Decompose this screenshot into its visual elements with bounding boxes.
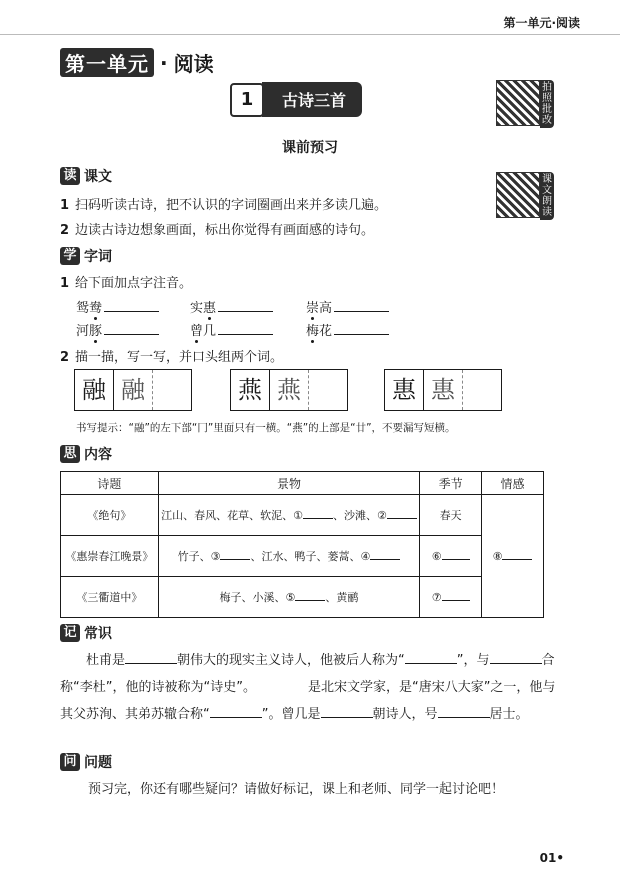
- question-prompt: 预习完，你还有哪些疑问？请做好标记，课上和老师、同学一起讨论吧！: [88, 782, 505, 797]
- section-badge: 读: [60, 167, 80, 185]
- qr-code-icon: [496, 172, 540, 218]
- answer-blank[interactable]: [218, 322, 273, 335]
- learn-q2: 2 描一描，写一写，并口头组两个词。: [60, 350, 284, 365]
- scenery-cell: 竹子、③ 、江水、鸭子、蒌蒿、④: [158, 536, 419, 577]
- answer-blank[interactable]: [334, 299, 389, 312]
- section-title: 内容: [84, 447, 112, 463]
- section-think-heading: [60, 444, 112, 464]
- writing-grid-rong[interactable]: [74, 369, 192, 411]
- unit-name: 阅读: [173, 52, 214, 76]
- answer-blank[interactable]: [303, 508, 333, 519]
- lesson-subtitle: 课前预习: [282, 140, 338, 156]
- answer-blank[interactable]: [210, 703, 262, 718]
- poem-title: 《惠崇春江晚景》: [61, 536, 159, 577]
- answer-blank[interactable]: [502, 549, 532, 560]
- scenery-cell: 梅子、小溪、⑤ 、黄鹂: [158, 577, 419, 618]
- trace-cell: 惠: [385, 370, 424, 410]
- lesson-number: 1: [230, 83, 264, 117]
- table-header: 季节: [420, 472, 482, 495]
- trace-cell: 融: [114, 370, 153, 410]
- table-row: [61, 577, 544, 618]
- answer-blank[interactable]: [256, 677, 308, 691]
- pinyin-word: 曾几: [190, 320, 273, 339]
- section-title: 字词: [84, 249, 112, 265]
- qr-code-icon: [496, 80, 540, 126]
- table-header-row: [61, 472, 544, 495]
- running-header: 第一单元·阅读: [503, 16, 580, 30]
- section-read-heading: [60, 166, 112, 186]
- season-cell: ⑦: [420, 577, 482, 618]
- writing-grid-yan[interactable]: [230, 369, 348, 411]
- section-title: 课文: [84, 169, 112, 185]
- qr-text-reading[interactable]: [496, 172, 554, 220]
- answer-blank[interactable]: [405, 649, 457, 664]
- read-item-2: 2 边读古诗边想象画面，标出你觉得有画面感的诗句。: [60, 223, 375, 238]
- answer-blank[interactable]: [490, 649, 542, 664]
- answer-blank[interactable]: [220, 549, 250, 560]
- emotion-cell: ⑧: [482, 495, 544, 618]
- section-title: 常识: [84, 626, 112, 642]
- header-rule: [0, 34, 620, 35]
- table-header: 情感: [482, 472, 544, 495]
- answer-blank[interactable]: [104, 299, 159, 312]
- lesson-title: 古诗三首: [262, 82, 362, 117]
- section-remember-heading: [60, 623, 112, 643]
- writing-grid-hui[interactable]: [384, 369, 502, 411]
- pinyin-word: 崇高: [306, 297, 389, 316]
- pinyin-word: 实惠: [190, 297, 273, 316]
- pinyin-word: 鸳鸯: [76, 297, 159, 316]
- unit-badge: 第一单元: [60, 48, 154, 77]
- table-header: 诗题: [61, 472, 159, 495]
- season-cell: 春天: [420, 495, 482, 536]
- table-row: [61, 495, 544, 536]
- qr-label: 课文朗读: [542, 174, 552, 218]
- answer-blank[interactable]: [442, 590, 470, 601]
- poem-title: 《绝句》: [61, 495, 159, 536]
- section-badge: 学: [60, 247, 80, 265]
- pinyin-word: 河豚: [76, 320, 159, 339]
- common-knowledge-paragraph: 杜甫是 朝伟大的现实主义诗人，他被后人称为“ ”，与 合称“李杜”，他的诗被称为“诗史”。 是北宋文学家，是“唐宋八大家”之一，他与其父苏洵、其弟苏辙合称“ ”。曾几是 朝诗人，号 居士。: [60, 647, 560, 728]
- answer-blank[interactable]: [438, 703, 490, 718]
- answer-blank[interactable]: [104, 322, 159, 335]
- pinyin-word: 梅花: [306, 320, 389, 339]
- section-badge: 思: [60, 445, 80, 463]
- write-cell[interactable]: [309, 370, 347, 410]
- content-table: [60, 471, 544, 618]
- lesson-banner: [230, 82, 362, 117]
- writing-hint: 书写提示：“融”的左下部“冂”里面只有一横。“燕”的上部是“廿”，不要漏写短横。: [76, 422, 456, 434]
- trace-cell: 燕: [270, 370, 309, 410]
- section-badge: 问: [60, 753, 80, 771]
- trace-cell: 燕: [231, 370, 270, 410]
- write-cell[interactable]: [463, 370, 501, 410]
- qr-photo-grading[interactable]: [496, 80, 554, 128]
- read-item-1: 1 扫码听读古诗，把不认识的字词圈画出来并多读几遍。: [60, 198, 388, 213]
- unit-title: [60, 48, 214, 77]
- pinyin-words: [0, 297, 620, 347]
- section-badge: 记: [60, 624, 80, 642]
- answer-blank[interactable]: [370, 549, 400, 560]
- table-header: 景物: [158, 472, 419, 495]
- trace-cell: 融: [75, 370, 114, 410]
- unit-dot: ·: [160, 50, 168, 75]
- answer-blank[interactable]: [218, 299, 273, 312]
- answer-blank[interactable]: [295, 590, 325, 601]
- qr-label: 拍照批改: [542, 82, 552, 126]
- answer-blank[interactable]: [387, 508, 417, 519]
- page-number: 01•: [539, 851, 564, 865]
- answer-blank[interactable]: [321, 703, 373, 718]
- answer-blank[interactable]: [334, 322, 389, 335]
- answer-blank[interactable]: [442, 549, 470, 560]
- section-ask-heading: [60, 752, 112, 772]
- section-title: 问题: [84, 755, 112, 771]
- season-cell: ⑥: [420, 536, 482, 577]
- trace-cell: 惠: [424, 370, 463, 410]
- learn-q1: 1 给下面加点字注音。: [60, 276, 193, 291]
- write-cell[interactable]: [153, 370, 191, 410]
- table-row: [61, 536, 544, 577]
- poem-title: 《三衢道中》: [61, 577, 159, 618]
- scenery-cell: 江山、春风、花草、软泥、① 、沙滩、②: [158, 495, 419, 536]
- section-learn-heading: [60, 246, 112, 266]
- answer-blank[interactable]: [125, 649, 177, 664]
